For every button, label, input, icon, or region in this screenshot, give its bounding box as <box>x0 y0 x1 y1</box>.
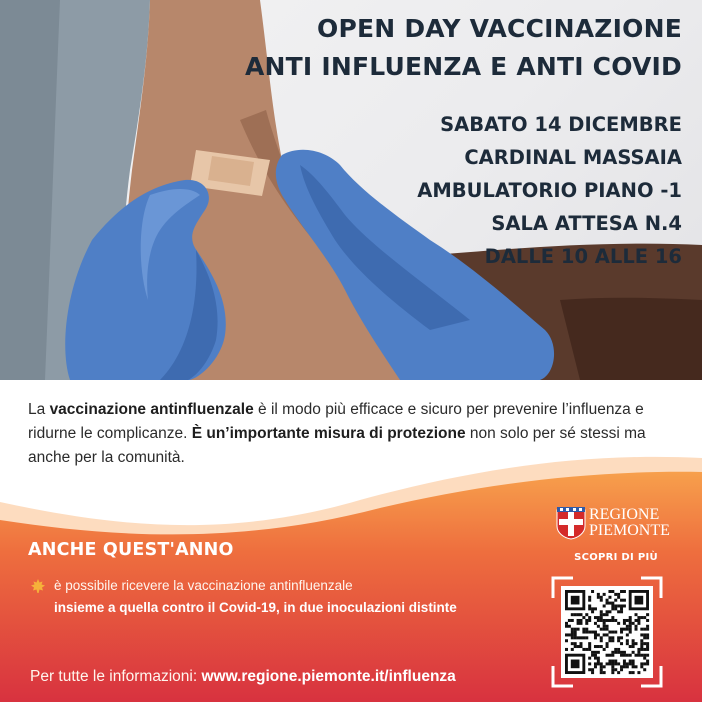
piemonte-crest-icon <box>556 506 586 540</box>
qr-caption: SCOPRI DI PIÙ <box>574 552 658 563</box>
logo-line-1: REGIONE <box>589 506 660 523</box>
intro-text: La <box>28 401 50 418</box>
footer-url-link[interactable]: www.regione.piemonte.it/influenza <box>201 668 456 685</box>
event-place: CARDINAL MASSAIA <box>464 146 682 169</box>
footer-label: Per tutte le informazioni: <box>30 668 202 685</box>
note-line-2: insieme a quella contro il Covid-19, in due inoculazioni distinte <box>54 600 457 615</box>
note-line-1: è possibile ricevere la vaccinazione antinfluenzale <box>54 578 353 593</box>
event-room: AMBULATORIO PIANO -1 <box>417 179 682 202</box>
qr-code[interactable] <box>551 576 663 688</box>
anche-title: ANCHE QUEST'ANNO <box>28 540 234 560</box>
headline-line-2: ANTI INFLUENZA E ANTI COVID <box>245 52 682 81</box>
event-details <box>417 108 682 273</box>
event-hours: DALLE 10 ALLE 16 <box>484 245 682 268</box>
headline <box>245 10 682 86</box>
intro-text: non solo per sé stessi ma anche per la comunità. <box>28 425 646 466</box>
event-waiting-room: SALA ATTESA N.4 <box>491 212 682 235</box>
footer-info <box>30 668 456 686</box>
intro-bold-2: È un’importante misura di protezione <box>191 425 466 442</box>
headline-line-1: OPEN DAY VACCINAZIONE <box>317 14 682 43</box>
intro-text: è il modo più efficace e sicuro per prevenire l’influenza e ridurne le complicanze. <box>28 401 644 442</box>
maple-leaf-icon <box>30 578 46 594</box>
intro-bold-1: vaccinazione antinfluenzale <box>49 401 254 418</box>
logo-line-2: PIEMONTE <box>589 522 670 539</box>
event-date: SABATO 14 DICEMBRE <box>440 113 682 136</box>
regione-piemonte-logo <box>556 504 686 542</box>
